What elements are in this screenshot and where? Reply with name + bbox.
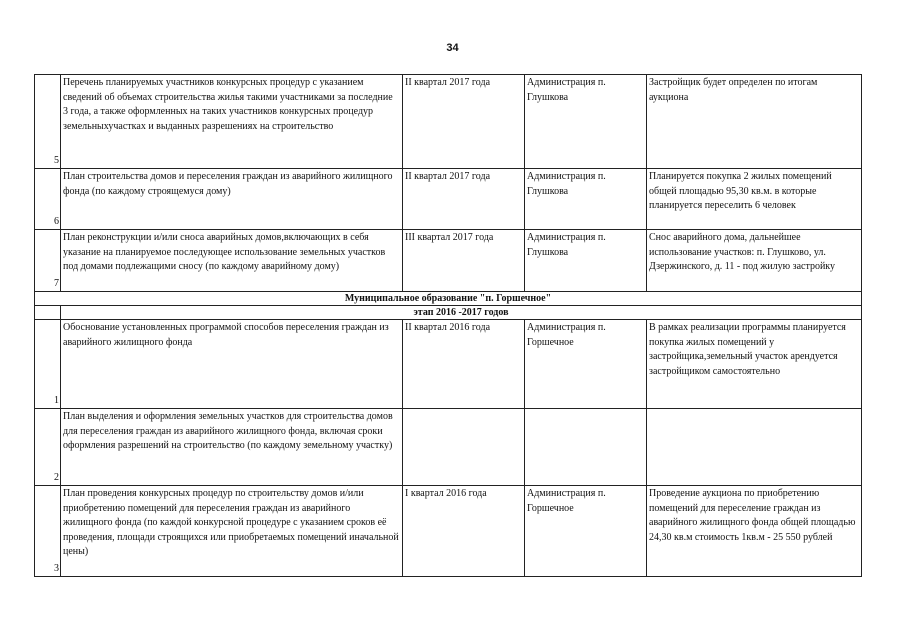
row-number: 1 [35, 320, 61, 409]
row-number: 6 [35, 169, 61, 230]
responsible-cell: Администрация п. Глушкова [525, 230, 647, 292]
note-cell: Застройщик будет определен по итогам аукциона [647, 75, 862, 169]
measure-cell: План строительства домов и переселения граждан из аварийного жилищного фонда (по каждому строящемуся дому) [61, 169, 403, 230]
table-body [35, 75, 862, 577]
responsible-cell [525, 409, 647, 486]
responsible-cell: Администрация п. Глушкова [525, 169, 647, 230]
measure-cell: Перечень планируемых участников конкурсных процедур с указанием сведений об объемах строительства жилья такими участниками за последние 3 года, а также оформленных на таких участников конкурсных процедур земельныхучастках и выданных разрешениях на строительство [61, 75, 403, 169]
period-cell: II квартал 2017 года [403, 169, 525, 230]
stage-row [35, 306, 862, 320]
table-row [35, 320, 862, 409]
note-cell: Планируется покупка 2 жилых помещений общей площадью 95,30 кв.м. в которые планируется переселить 6 человек [647, 169, 862, 230]
page-number: 34 [446, 42, 459, 54]
responsible-cell: Администрация п. Глушкова [525, 75, 647, 169]
table-row [35, 409, 862, 486]
table-row [35, 75, 862, 169]
responsible-cell: Администрация п. Горшечное [525, 320, 647, 409]
period-cell: II квартал 2016 года [403, 320, 525, 409]
measure-cell: План выделения и оформления земельных участков для строительства домов для переселения граждан из аварийного жилищного фонда, включая сроки оформления разрешений на строительство (по каждому земельному участку) [61, 409, 403, 486]
measure-cell: Обоснование установленных программой способов переселения граждан из аварийного жилищного фонда [61, 320, 403, 409]
note-cell [647, 409, 862, 486]
period-cell: II квартал 2017 года [403, 75, 525, 169]
stage-spacer [35, 306, 61, 320]
row-number: 3 [35, 486, 61, 577]
measure-cell: План реконструкции и/или сноса аварийных домов,включающих в себя указание на планируемое последующее использование земельных участков под домами подлежащими сносу (по каждому аварийному дому) [61, 230, 403, 292]
period-cell: I квартал 2016 года [403, 486, 525, 577]
period-cell: III квартал 2017 года [403, 230, 525, 292]
section-heading-row [35, 292, 862, 306]
measure-cell: План проведения конкурсных процедур по строительству домов и/или приобретению помещений для переселения граждан из аварийного жилищного фонда (по каждой конкурсной процедуре с указанием сроков её проведения, площади строящихся или приобретаемых помещений иначальной цены) [61, 486, 403, 577]
table-row [35, 486, 862, 577]
program-table [34, 74, 862, 577]
table-row [35, 230, 862, 292]
row-number: 5 [35, 75, 61, 169]
row-number: 2 [35, 409, 61, 486]
section-heading: Муниципальное образование "п. Горшечное" [35, 292, 862, 306]
period-cell [403, 409, 525, 486]
row-number: 7 [35, 230, 61, 292]
stage-heading: этап 2016 -2017 годов [61, 306, 862, 320]
note-cell: В рамках реализации программы планируется покупка жилых помещений у застройщика,земельный участок арендуется застройщиком самостоятельно [647, 320, 862, 409]
table-row [35, 169, 862, 230]
responsible-cell: Администрация п. Горшечное [525, 486, 647, 577]
note-cell: Проведение аукциона по приобретению помещений для переселение граждан из аварийного жилищного фонда общей площадью 24,30 кв.м стоимость 1кв.м - 25 550 рублей [647, 486, 862, 577]
note-cell: Снос аварийного дома, дальнейшее использование участков: п. Глушково, ул. Дзержинского, д. 11 - под жилую застройку [647, 230, 862, 292]
